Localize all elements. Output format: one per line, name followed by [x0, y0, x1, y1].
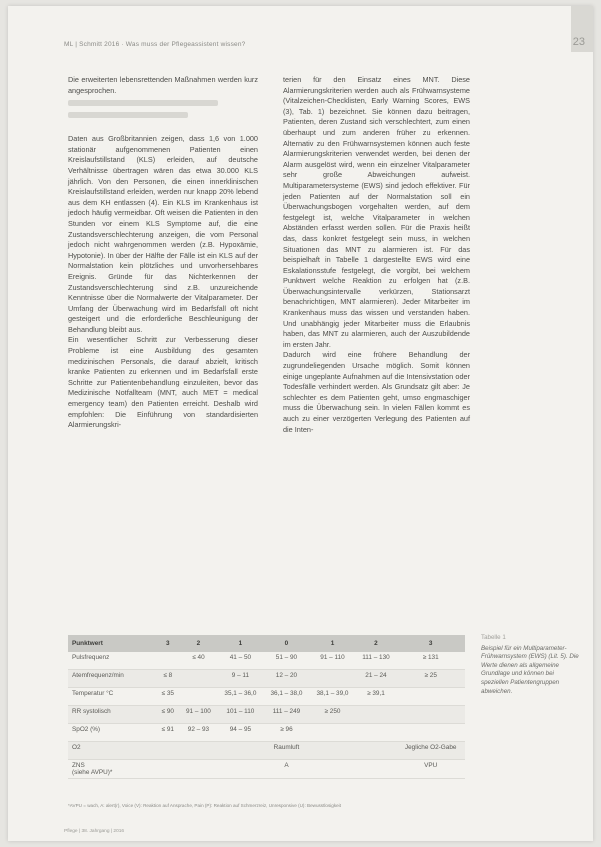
- table-cell: 92 – 93: [180, 724, 218, 742]
- table-cell: ≥ 39,1: [356, 688, 397, 706]
- table-cell: [356, 706, 397, 724]
- table-cell: ≤ 40: [180, 652, 218, 670]
- page-footer: Pflege | 38. Jahrgang | 2016: [64, 829, 125, 834]
- table-cell: VPU: [396, 760, 465, 779]
- table-cell: 9 – 11: [217, 670, 263, 688]
- table-footnote: *AVPU = wach, A: alert(r), Voice (V): Reaktion auf Ansprache, Pain (P): Reaktion auf Schmerzreiz, Unresponsive (U): Bewusstlosigkeit: [68, 803, 341, 808]
- table-cell: [309, 742, 355, 760]
- table-cell: [156, 652, 180, 670]
- body-paragraph: terien für den Einsatz eines MNT. Diese Alarmierungskriterien werden auch als Frühwarnsysteme (Vitalzeichen-Checklisten, Early Warning Scores, EWS (3), Tab. 1) bezeichnet. Sie können dazu beitragen, Patienten, deren Zustand sich verschlechtert, zum einen überhaupt und zum anderen früher zu erkennen. Alternativ zu den Frühwarnsystemen können auch feste Alarmierungskriterien verwendet werden, bei denen der Alarm ausgelöst wird, wenn ein einzelner Vitalparameter sehr große Abweichungen aufweist. Multiparametersysteme (EWS) sind jedoch effektiver. Für jeden Patienten auf der Normalstation soll ein Überwachungsbogen vorgehalten werden, auf dem festgelegt ist, welche Vitalparameter in welchen Abständen erfasst werden sollen. Für die Praxis heißt das, dass konkret festgelegt sein muss, in welchen Situationen das MNT zu alarmieren ist. Für das beispielhaft in Tabelle 1 dargestellte EWS wird eine Eskalationsstufe festgelegt, die vorgibt, bei welchem Punktwert welche Reaktion zu erfolgen hat (z.B. Überwachungsintervalle verkürzen, Stationsarzt benachrichtigen, MNT alarmieren). Jeder Mitarbeiter im Krankenhaus muss das wissen und verstanden haben. Und unabhängig jeder Mitarbeiter muss die Erlaubnis haben, das MNT zu alarmieren, auch der Auszubildende im ersten Jahr.: [283, 75, 470, 349]
- table-cell: [180, 760, 218, 779]
- table-header-cell: 0: [263, 635, 309, 652]
- table-header-cell: Punktwert: [68, 635, 156, 652]
- table-cell: 91 – 110: [309, 652, 355, 670]
- table-cell: [309, 724, 355, 742]
- table-cell: ≤ 8: [156, 670, 180, 688]
- table-header-cell: 2: [180, 635, 218, 652]
- table-cell: ≤ 90: [156, 706, 180, 724]
- table-cell: [217, 760, 263, 779]
- table-cell: [309, 760, 355, 779]
- table-header-cell: 2: [356, 635, 397, 652]
- caption-text: Beispiel für ein Multiparameter-Frühwarnsystem (EWS) (Lit. 5). Die Werte dienen als allgemeine Grundlage und können bei speziellen Patientengruppen abweichen.: [481, 644, 579, 695]
- left-column: [68, 75, 258, 431]
- table-cell: [180, 742, 218, 760]
- table-caption: [481, 634, 581, 696]
- table-cell: 94 – 95: [217, 724, 263, 742]
- table-cell: ≤ 35: [156, 688, 180, 706]
- table-cell: A: [263, 760, 309, 779]
- body-paragraph-2: Dadurch wird eine frühere Behandlung der zugrundeliegenden Ursache möglich. Somit können einige ungeplante Aufnahmen auf die Intensivstation oder Todesfälle verhindert werden. Als Grundsatz gilt aber: Je schlechter es dem Patienten geht, umso engmaschiger muss die Überwachung sein. In vielen Fällen kommt es auch zu einer verzögerten Verlegung des Patienten auf die Inten-: [283, 350, 470, 434]
- ews-table: [68, 635, 465, 779]
- right-column: [283, 75, 470, 435]
- table-cell: ≤ 91: [156, 724, 180, 742]
- table-cell: RR systolisch: [68, 706, 156, 724]
- table-header-cell: 3: [396, 635, 465, 652]
- table-cell: [156, 742, 180, 760]
- table-cell: [356, 760, 397, 779]
- table-cell: Pulsfrequenz: [68, 652, 156, 670]
- table-cell: 91 – 100: [180, 706, 218, 724]
- table-cell: [309, 670, 355, 688]
- table-cell: ≥ 250: [309, 706, 355, 724]
- table-cell: 51 – 90: [263, 652, 309, 670]
- table-cell: [396, 688, 465, 706]
- running-head: ML | Schmitt 2016 · Was muss der Pflegeassistent wissen?: [64, 41, 246, 48]
- table-header-row: [68, 635, 465, 652]
- table-cell: [156, 760, 180, 779]
- table-cell: ≥ 25: [396, 670, 465, 688]
- section-heading: [68, 100, 258, 124]
- table-row: [68, 652, 465, 670]
- table-row: [68, 670, 465, 688]
- table-cell: 21 – 24: [356, 670, 397, 688]
- table-cell: 111 – 130: [356, 652, 397, 670]
- caption-label: Tabelle 1: [481, 634, 506, 641]
- table-cell: O2: [68, 742, 156, 760]
- table-cell: 101 – 110: [217, 706, 263, 724]
- table-cell: [396, 706, 465, 724]
- page: [8, 6, 593, 841]
- table-cell: 41 – 50: [217, 652, 263, 670]
- table-cell: Atemfrequenz/min: [68, 670, 156, 688]
- table-cell: ≥ 96: [263, 724, 309, 742]
- table-row: [68, 724, 465, 742]
- table-cell: [180, 688, 218, 706]
- table-cell: 35,1 – 36,0: [217, 688, 263, 706]
- table-header-cell: 1: [217, 635, 263, 652]
- table-row: [68, 706, 465, 724]
- table-cell: [180, 670, 218, 688]
- table-cell: SpO2 (%): [68, 724, 156, 742]
- page-number: 23: [572, 36, 585, 48]
- table-cell: ≥ 131: [396, 652, 465, 670]
- table-cell: 36,1 – 38,0: [263, 688, 309, 706]
- table-cell: ZNS (siehe AVPU)*: [68, 760, 156, 779]
- table-cell: 111 – 249: [263, 706, 309, 724]
- table-cell: [356, 742, 397, 760]
- table-header-cell: 3: [156, 635, 180, 652]
- intro-paragraph: Die erweiterten lebensrettenden Maßnahmen werden kurz angesprochen.: [68, 75, 258, 95]
- table-cell: [396, 724, 465, 742]
- table-row: [68, 688, 465, 706]
- table-cell: Jegliche O2-Gabe: [396, 742, 465, 760]
- table-cell: Temperatur °C: [68, 688, 156, 706]
- table-cell: [356, 724, 397, 742]
- body-paragraph-2: Ein wesentlicher Schritt zur Verbesserung dieser Probleme ist eine Ausbildung des gesamten medizinischen Personals, die darauf abzielt, kritisch kranke Patienten zu erkennen und im Bedarfsfall erste Schritte zur Patientenbehandlung einzuleiten, bevor das Medizinische Notfallteam (MNT, auch MET = medical emergency team) den Patienten erreicht. Deshalb wird empfohlen: Die Einführung von standardisierten Alarmierungskri-: [68, 335, 258, 430]
- table-cell: Raumluft: [263, 742, 309, 760]
- table-cell: 12 – 20: [263, 670, 309, 688]
- table-cell: 38,1 – 39,0: [309, 688, 355, 706]
- table-row: [68, 742, 465, 760]
- body-paragraph: Daten aus Großbritannien zeigen, dass 1,6 von 1.000 stationär aufgenommenen Patienten einen Kreislaufstillstand (KLS) erleiden, auf deutsche Verhältnisse übertragen wären das etwa 30.000 KLS jährlich. Von den Personen, die einen innerklinischen Kreislaufstillstand erleiden, werden nur knapp 20% lebend aus dem KH entlassen (4). Ein KLS im Krankenhaus ist jedoch häufig vermeidbar. Oft weisen die Patienten in den Stunden vor einem KLS Symptome auf, die eine Zustandsverschlechterung anzeigen, die vom Personal jedoch nicht wahrgenommen werden (z.B. Hypoxämie, Hypotonie). In über der Hälfte der Fälle ist ein KLS auf der Normalstation kein plötzliches und unvorhersehbares Ereignis. Gründe für das Nichterkennen der Zustandsverschlechterung sind z.B. unzureichende Kenntnisse über die Normalwerte der Vitalparameter. Der Umfang der Überwachung wird im Bedarfsfall oft nicht gesteigert und die erforderliche Beschleunigung der Behandlung bleibt aus.: [68, 134, 258, 334]
- table-row: [68, 760, 465, 779]
- table-header-cell: 1: [309, 635, 355, 652]
- table-cell: [217, 742, 263, 760]
